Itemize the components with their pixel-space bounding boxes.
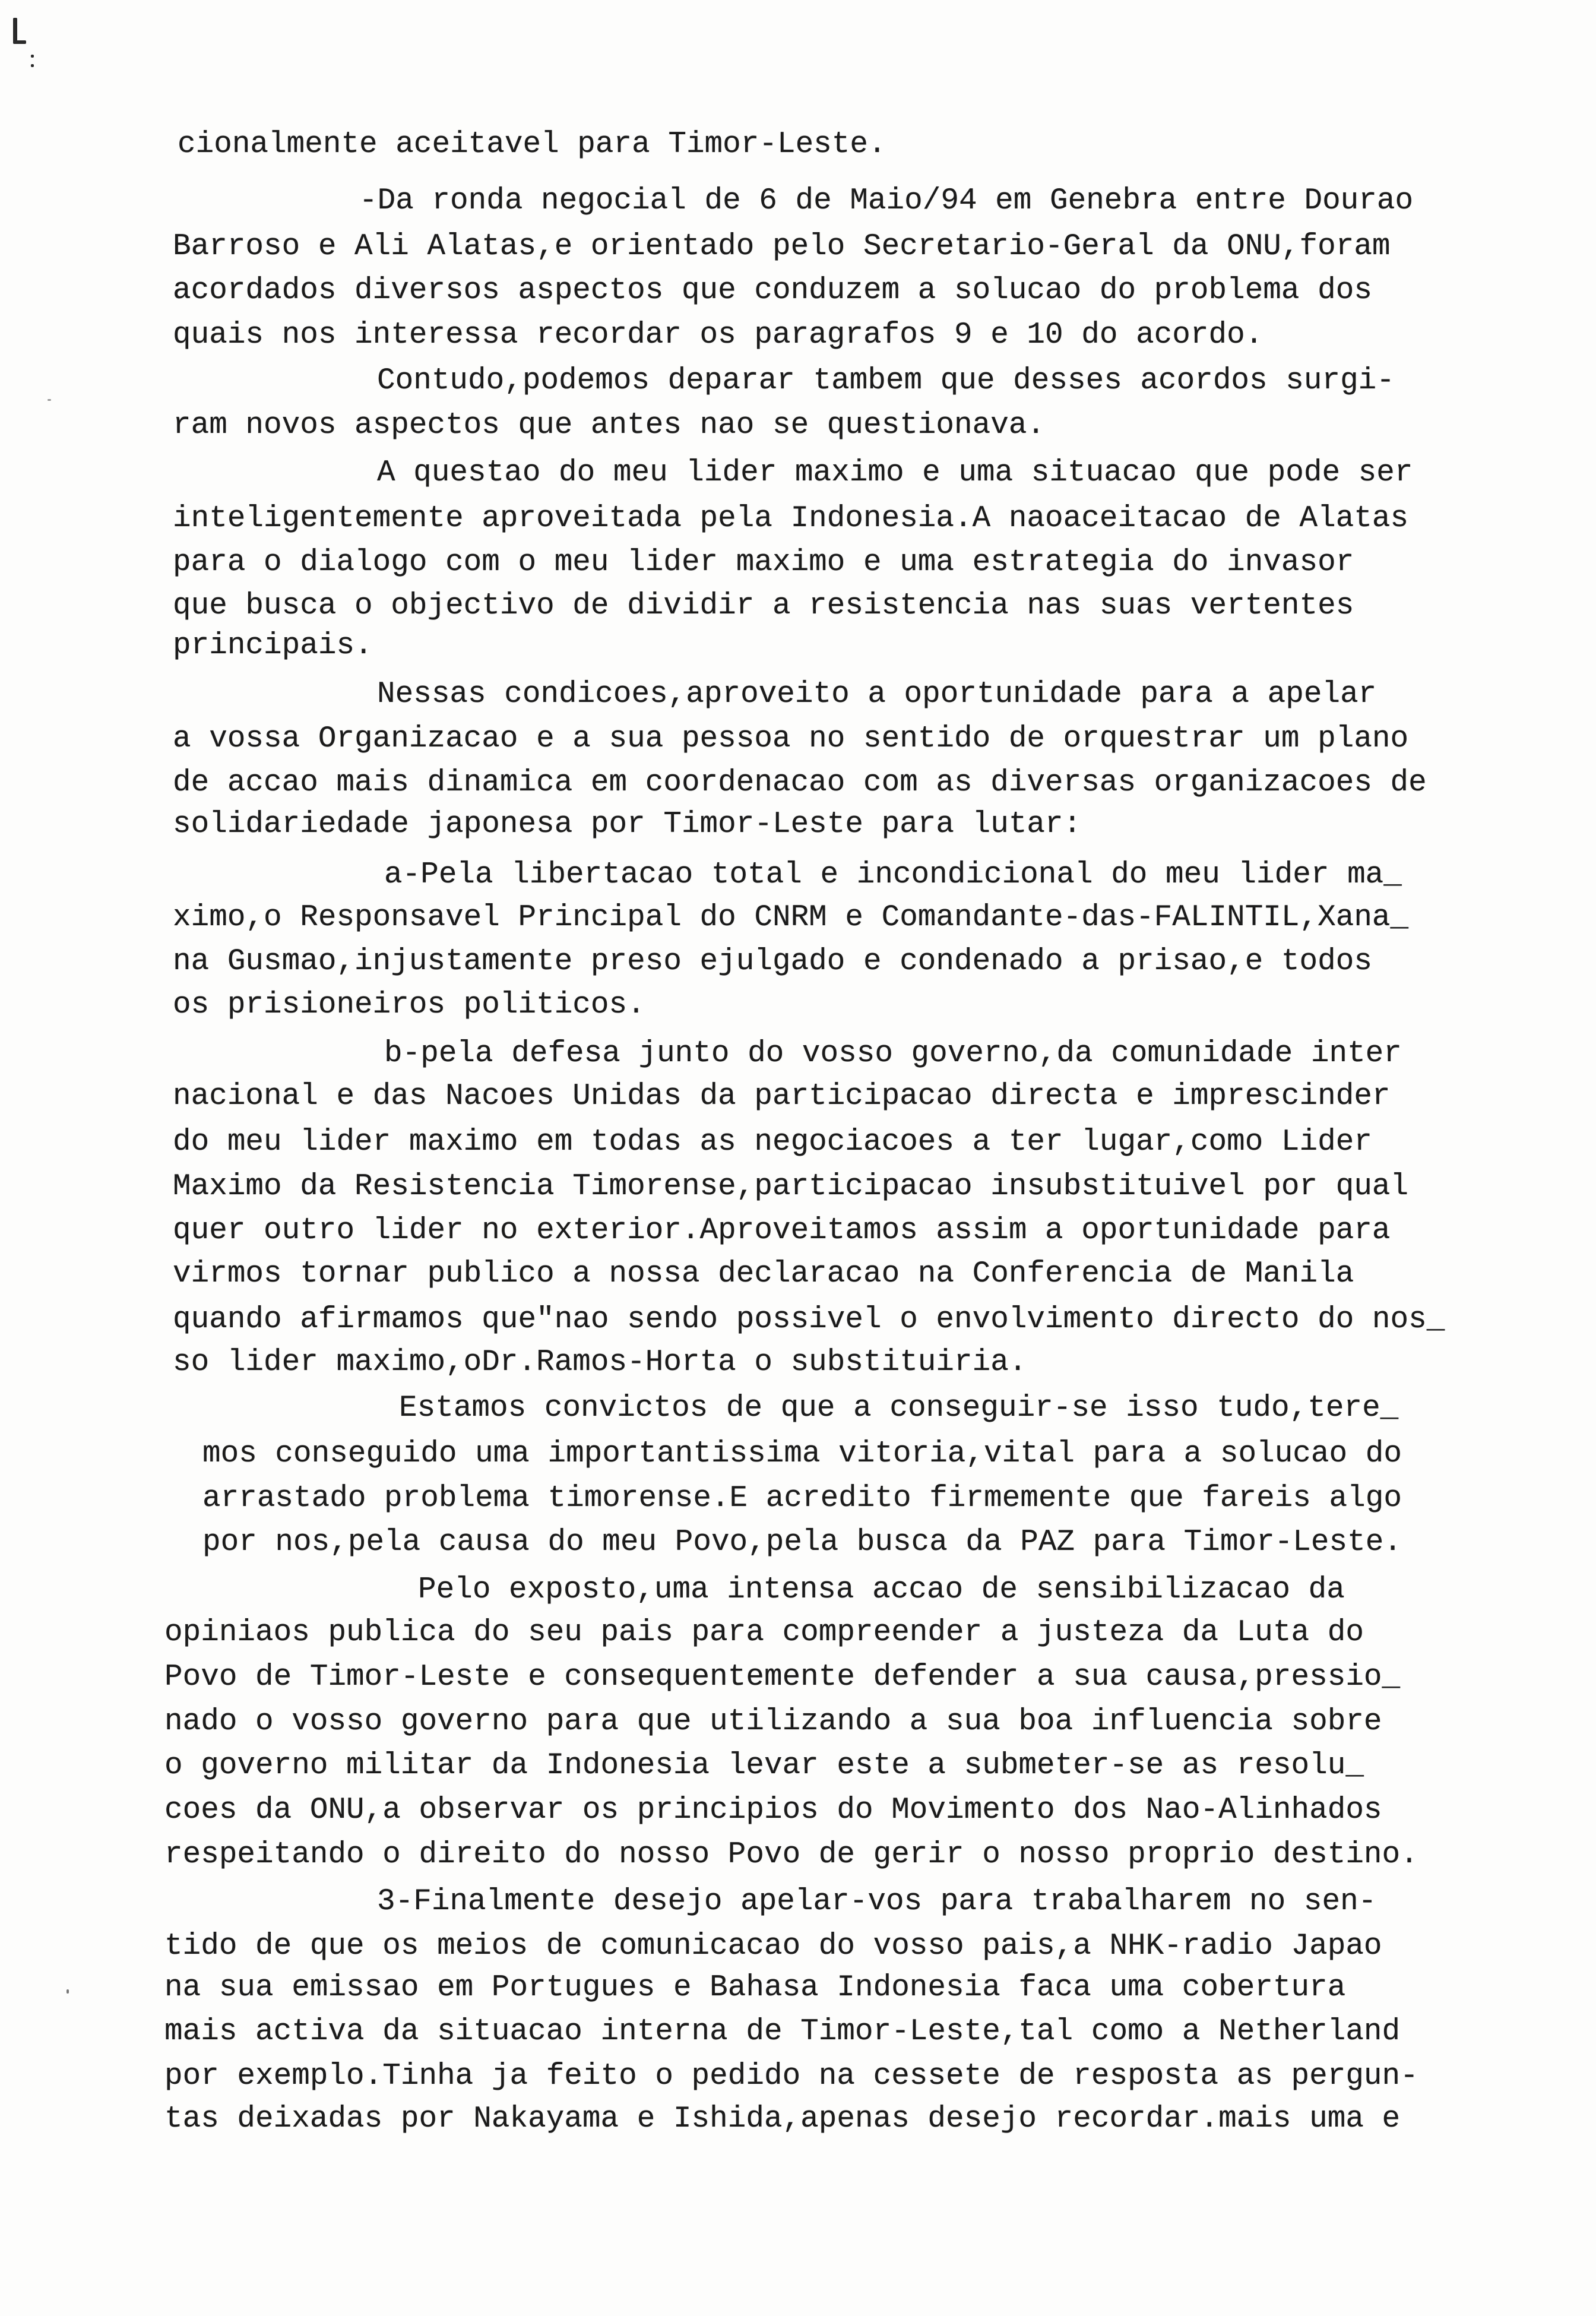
text-line: quando afirmamos que"nao sendo possivel o envolvimento directo do nos_ xyxy=(173,1303,1445,1337)
text-line: para o dialogo com o meu lider maximo e uma estrategia do invasor xyxy=(173,546,1354,580)
text-line: a vossa Organizacao e a sua pessoa no sentido de orquestrar um plano xyxy=(173,722,1409,756)
text-line: acordados diversos aspectos que conduzem a solucao do problema dos xyxy=(173,274,1372,308)
text-line: o governo militar da Indonesia levar este a submeter-se as resolu_ xyxy=(164,1749,1364,1783)
text-line: principais. xyxy=(173,629,373,663)
text-line: so lider maximo,oDr.Ramos-Horta o substituiria. xyxy=(173,1346,1027,1380)
text-line: arrastado problema timorense.E acredito firmemente que fareis algo xyxy=(202,1482,1402,1515)
text-line: na Gusmao,injustamente preso ejulgado e condenado a prisao,e todos xyxy=(173,945,1372,979)
text-line: -Da ronda negocial de 6 de Maio/94 em Genebra entre Dourao xyxy=(359,184,1414,218)
text-line: Povo de Timor-Leste e consequentemente defender a sua causa,pressio_ xyxy=(164,1660,1401,1694)
text-line: Barroso e Ali Alatas,e orientado pelo Secretario-Geral da ONU,foram xyxy=(173,230,1391,264)
scan-mark xyxy=(13,40,26,44)
text-line: ram novos aspectos que antes nao se questionava. xyxy=(173,409,1046,442)
scan-mark xyxy=(31,64,34,67)
text-line: do meu lider maximo em todas as negociacoes a ter lugar,como Lider xyxy=(173,1125,1372,1159)
text-line: de accao mais dinamica em coordenacao com as diversas organizacoes de xyxy=(173,766,1427,800)
text-line: tas deixadas por Nakayama e Ishida,apenas desejo recordar.mais uma e xyxy=(164,2102,1401,2136)
text-line: respeitando o direito do nosso Povo de gerir o nosso proprio destino. xyxy=(164,1838,1418,1872)
text-line: Estamos convictos de que a conseguir-se isso tudo,tere_ xyxy=(399,1391,1399,1425)
text-line: nado o vosso governo para que utilizando a sua boa influencia sobre xyxy=(164,1705,1382,1739)
text-line: Pelo exposto,uma intensa accao de sensibilizacao da xyxy=(418,1573,1345,1607)
text-line: Nessas condicoes,aproveito a oportunidade para a apelar xyxy=(377,678,1377,711)
scan-mark xyxy=(66,1989,69,1994)
text-line: que busca o objectivo de dividir a resistencia nas suas vertentes xyxy=(173,589,1354,623)
text-line: mais activa da situacao interna de Timor-Leste,tal como a Netherland xyxy=(164,2015,1401,2049)
text-line: tido de que os meios de comunicacao do vosso pais,a NHK-radio Japao xyxy=(164,1929,1382,1963)
text-line: quer outro lider no exterior.Aproveitamos assim a oportunidade para xyxy=(173,1214,1391,1248)
text-line: opiniaos publica do seu pais para compreender a justeza da Luta do xyxy=(164,1616,1364,1650)
text-line: b-pela defesa junto do vosso governo,da comunidade inter xyxy=(384,1037,1402,1071)
text-line: cionalmente aceitavel para Timor-Leste. xyxy=(178,128,886,162)
scan-mark xyxy=(13,18,17,43)
text-line: solidariedade japonesa por Timor-Leste para lutar: xyxy=(173,808,1082,841)
text-line: 3-Finalmente desejo apelar-vos para trabalharem no sen- xyxy=(377,1885,1377,1919)
text-line: virmos tornar publico a nossa declaracao na Conferencia de Manila xyxy=(173,1257,1354,1291)
text-line: mos conseguido uma importantissima vitoria,vital para a solucao do xyxy=(202,1437,1402,1471)
scan-mark xyxy=(31,55,34,58)
text-line: os prisioneiros politicos. xyxy=(173,988,645,1022)
text-line: na sua emissao em Portugues e Bahasa Indonesia faca uma cobertura xyxy=(164,1971,1346,2005)
text-line: inteligentemente aproveitada pela Indonesia.A naoaceitacao de Alatas xyxy=(173,502,1409,536)
text-line: nacional e das Nacoes Unidas da participacao directa e imprescinder xyxy=(173,1080,1391,1113)
text-line: a-Pela libertacao total e incondicional do meu lider ma_ xyxy=(384,858,1402,892)
text-line: por nos,pela causa do meu Povo,pela busca da PAZ para Timor-Leste. xyxy=(202,1526,1402,1559)
text-line: Contudo,podemos deparar tambem que desses acordos surgi- xyxy=(377,364,1395,398)
text-line: A questao do meu lider maximo e uma situacao que pode ser xyxy=(377,456,1413,490)
text-line: Maximo da Resistencia Timorense,participacao insubstituivel por qual xyxy=(173,1170,1409,1204)
text-line: por exemplo.Tinha ja feito o pedido na cessete de resposta as pergun- xyxy=(164,2059,1418,2093)
text-line: quais nos interessa recordar os paragrafos 9 e 10 do acordo. xyxy=(173,318,1264,352)
text-line: coes da ONU,a observar os principios do Movimento dos Nao-Alinhados xyxy=(164,1793,1382,1827)
text-line: ximo,o Responsavel Principal do CNRM e Comandante-das-FALINTIL,Xana_ xyxy=(173,901,1409,935)
scan-mark xyxy=(48,399,51,401)
